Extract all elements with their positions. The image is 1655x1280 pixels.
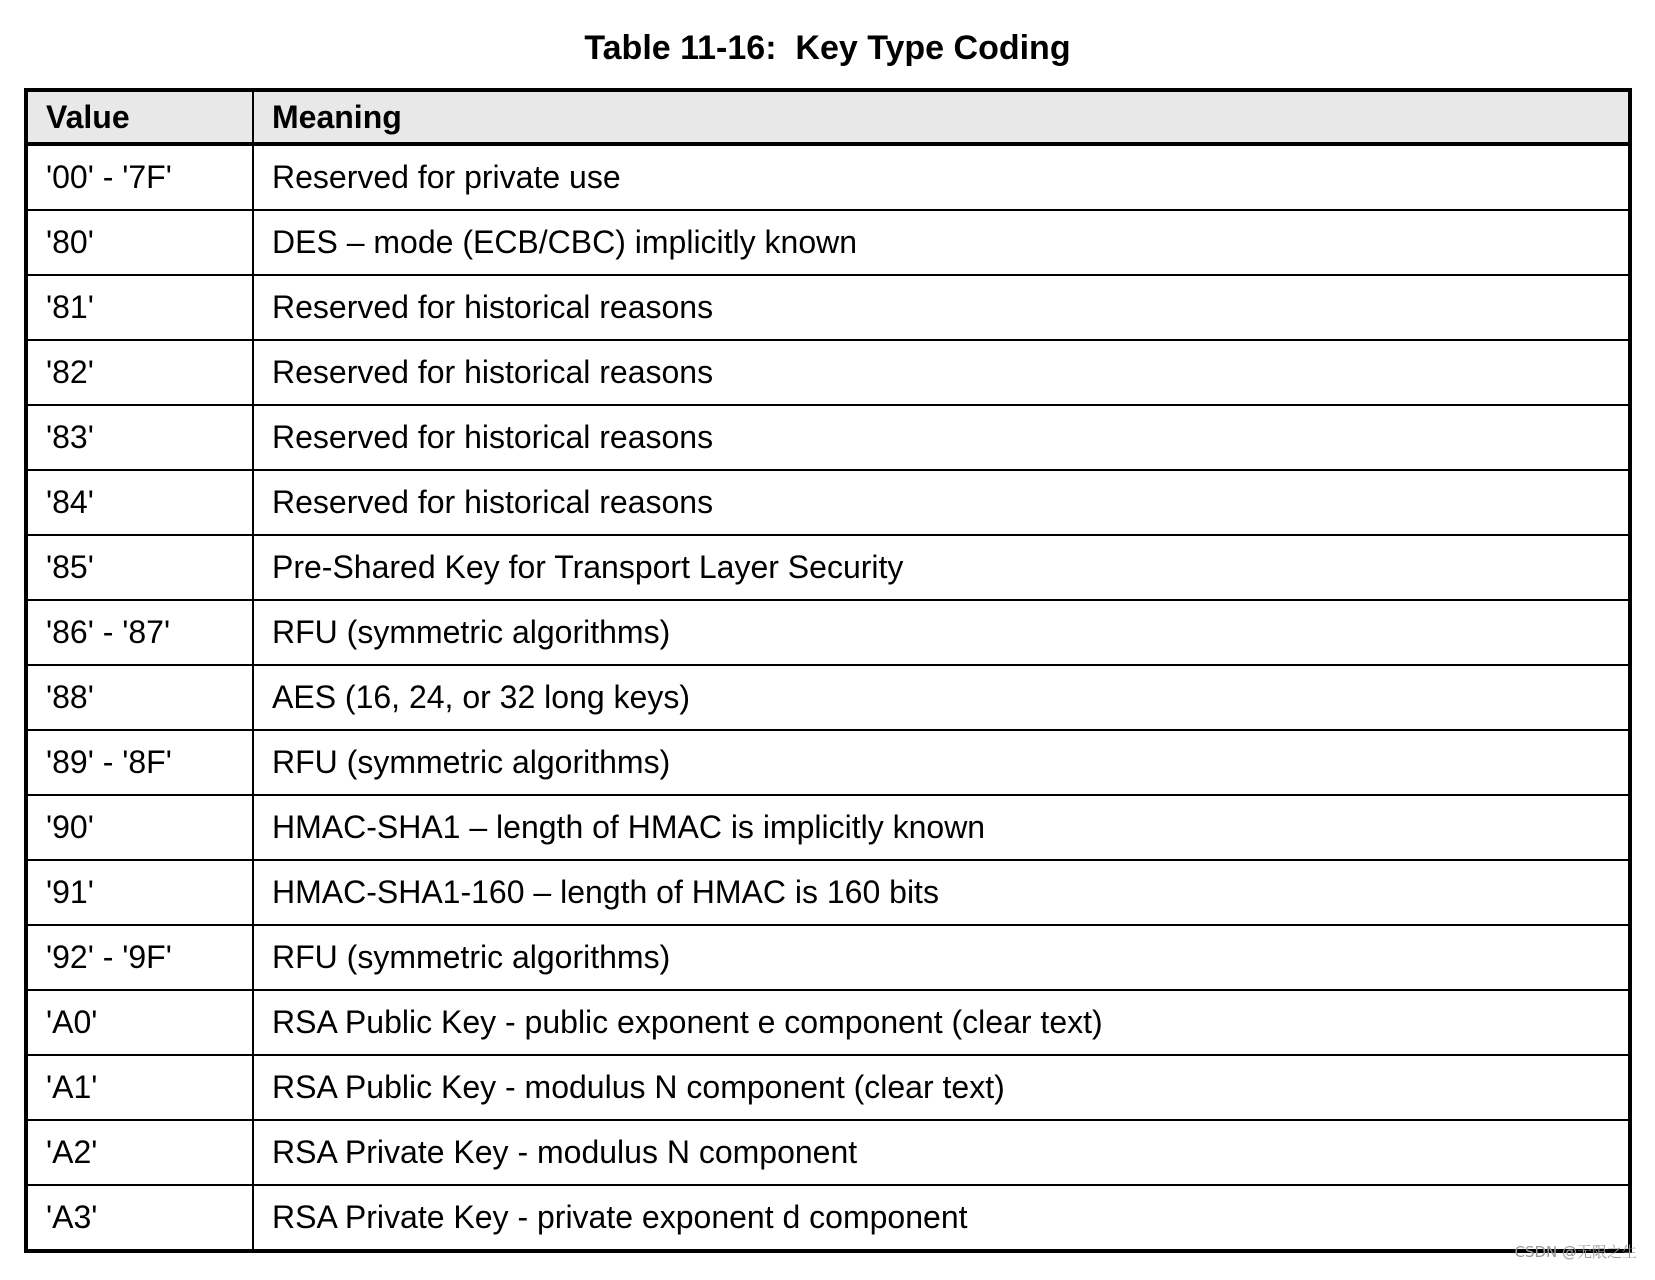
table-row [26,665,1630,730]
table-row [26,925,1630,990]
table-row [26,470,1630,535]
column-header-meaning: Meaning [253,90,1630,144]
value-cell: '92' - '9F' [26,925,253,990]
value-cell: 'A0' [26,990,253,1055]
table-row [26,275,1630,340]
key-type-coding-table [24,88,1632,1253]
table-row [26,990,1630,1055]
meaning-cell: DES – mode (ECB/CBC) implicitly known [253,210,1630,275]
value-cell: '91' [26,860,253,925]
meaning-cell: Reserved for private use [253,144,1630,210]
meaning-cell: Reserved for historical reasons [253,470,1630,535]
value-cell: '90' [26,795,253,860]
value-cell: 'A1' [26,1055,253,1120]
meaning-cell: Reserved for historical reasons [253,405,1630,470]
table-title: Table 11-16: Key Type Coding [584,29,1071,67]
meaning-cell: RSA Public Key - public exponent e component (clear text) [253,990,1630,1055]
table-header-row [26,90,1630,144]
table-row [26,210,1630,275]
value-cell: '85' [26,535,253,600]
meaning-cell: Reserved for historical reasons [253,275,1630,340]
value-cell: '80' [26,210,253,275]
value-cell: '84' [26,470,253,535]
table-row [26,795,1630,860]
meaning-cell: RFU (symmetric algorithms) [253,600,1630,665]
meaning-cell: HMAC-SHA1-160 – length of HMAC is 160 bits [253,860,1630,925]
table-body [26,144,1630,1251]
meaning-cell: AES (16, 24, or 32 long keys) [253,665,1630,730]
table-row [26,860,1630,925]
value-cell: '86' - '87' [26,600,253,665]
meaning-cell: HMAC-SHA1 – length of HMAC is implicitly known [253,795,1630,860]
table-row [26,600,1630,665]
value-cell: 'A2' [26,1120,253,1185]
table-row [26,1055,1630,1120]
table-row [26,405,1630,470]
table-row [26,535,1630,600]
table-row [26,1185,1630,1251]
meaning-cell: RFU (symmetric algorithms) [253,925,1630,990]
value-cell: '88' [26,665,253,730]
value-cell: '81' [26,275,253,340]
value-cell: '00' - '7F' [26,144,253,210]
source-watermark: CSDN @无限之生 [1514,1243,1637,1261]
table-row [26,730,1630,795]
value-cell: 'A3' [26,1185,253,1251]
meaning-cell: RSA Private Key - modulus N component [253,1120,1630,1185]
table-row [26,144,1630,210]
table-row [26,340,1630,405]
value-cell: '83' [26,405,253,470]
meaning-cell: RSA Private Key - private exponent d component [253,1185,1630,1251]
column-header-value: Value [26,90,253,144]
meaning-cell: Pre-Shared Key for Transport Layer Security [253,535,1630,600]
value-cell: '82' [26,340,253,405]
meaning-cell: Reserved for historical reasons [253,340,1630,405]
meaning-cell: RSA Public Key - modulus N component (clear text) [253,1055,1630,1120]
value-cell: '89' - '8F' [26,730,253,795]
table-row [26,1120,1630,1185]
meaning-cell: RFU (symmetric algorithms) [253,730,1630,795]
